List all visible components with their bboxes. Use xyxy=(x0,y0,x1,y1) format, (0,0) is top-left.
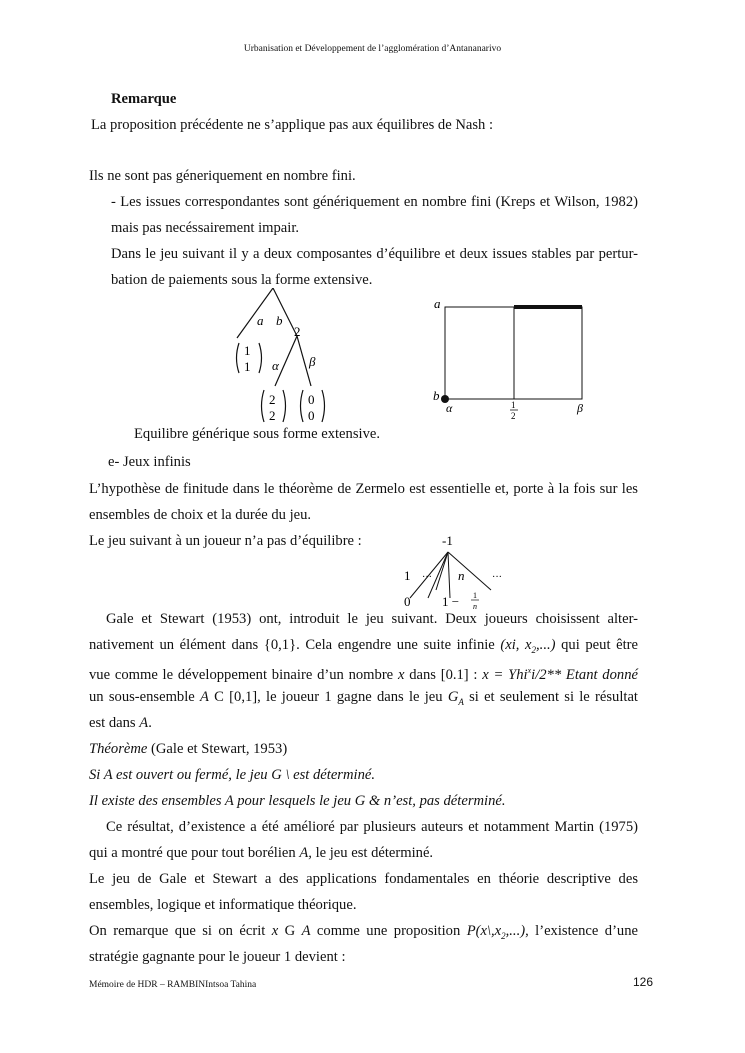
issues-line-2: mais pas necéssairement impair. xyxy=(111,220,300,236)
gale-line-4: un sous-ensemble A C [0,1], le joueur 1 gagne dans le jeu $G_A$ si et seulement si le résultat xyxy=(89,689,638,707)
square-half-num: 1 xyxy=(511,400,516,410)
game-frac-num: 1 xyxy=(473,591,477,600)
no-equilibrium-line: Le jeu suivant à un joueur n’a pas d’équilibre : xyxy=(89,533,362,549)
tree-label-b: b xyxy=(276,313,283,328)
game-line-1: Dans le jeu suivant il y a deux composantes d’équilibre et deux issues stables par pertur- xyxy=(111,246,638,262)
payoff-3-bottom: 0 xyxy=(308,408,315,423)
remark-proposition-line-1: On remarque que si on écrit x G A comme une proposition $P(x\backslash,x_2,...)$, l’existence d’une xyxy=(89,923,639,941)
gale-line-1: Gale et Stewart (1953) ont, introduit le jeu suivant. Deux joueurs choisissent alter- xyxy=(106,611,638,627)
not-finite-line: Ils ne sont pas géneriquement en nombre fini. xyxy=(89,168,356,184)
game-value-1-minus: 1 − xyxy=(442,594,460,609)
theorem-line-2: Il existe des ensembles A pour lesquels le jeu G & n’est, pas déterminé. xyxy=(89,793,506,809)
payoff-1-top: 1 xyxy=(244,343,251,358)
theorem-heading: Théorème (Gale et Stewart, 1953) xyxy=(89,741,288,757)
figure-caption: Equilibre générique sous forme extensive. xyxy=(134,426,380,442)
payoff-1-bottom: 1 xyxy=(244,359,251,374)
remark-proposition-line-2: stratégie gagnante pour le joueur 1 devient : xyxy=(89,949,346,965)
square-half-den: 2 xyxy=(511,411,516,421)
applications-line-1: Le jeu de Gale et Stewart a des applications fondamentales en théorie descriptive des xyxy=(89,871,638,887)
remark-title: Remarque xyxy=(111,91,177,107)
payoff-3-top: 0 xyxy=(308,392,315,407)
issues-line-1: - Les issues correspondantes sont génériquement en nombre fini (Kreps et Wilson, 1982) xyxy=(111,194,638,210)
extensive-form-tree xyxy=(225,288,345,428)
gale-line-5: est dans A. xyxy=(89,715,152,731)
game-frac-den: n xyxy=(473,602,477,611)
footer-author: Mémoire de HDR – RAMBINIntsoa Tahina xyxy=(89,980,257,990)
finitude-line-1: L’hypothèse de finitude dans le théorème de Zermelo est essentielle et, porte à la fois sur les xyxy=(89,481,638,497)
section-e-heading: e- Jeux infinis xyxy=(108,454,191,470)
martin-line-1: Ce résultat, d’existence a été amélioré par plusieurs auteurs et notamment Martin (1975) xyxy=(106,819,638,835)
square-label-a: a xyxy=(434,296,441,311)
tree-node-2: 2 xyxy=(294,324,301,339)
finitude-line-2: ensembles de choix et la durée du jeu. xyxy=(89,507,312,523)
one-player-game-tree xyxy=(396,530,526,612)
gale-line-3: vue comme le développement binaire d’un nombre x dans [0.1] : x = Yhi$^x$i/2** Etant donné xyxy=(89,666,638,683)
applications-line-2: ensembles, logique et informatique théorique. xyxy=(89,897,357,913)
square-label-beta: β xyxy=(577,401,583,415)
remark-line: La proposition précédente ne s’applique pas aux équilibres de Nash : xyxy=(91,117,494,133)
game-line-2: bation de paiements sous la forme extensive. xyxy=(111,272,373,288)
game-dots-1: ··· xyxy=(422,572,432,583)
game-dots-2: ··· xyxy=(492,572,502,583)
square-label-b: b xyxy=(433,388,440,403)
square-label-alpha: α xyxy=(446,401,453,415)
game-label-n: n xyxy=(458,568,465,583)
game-label-1: 1 xyxy=(404,568,411,583)
tree-label-alpha: α xyxy=(272,358,279,373)
theorem-line-1: Si A est ouvert ou fermé, le jeu G \ est déterminé. xyxy=(89,767,376,783)
tree-label-beta: β xyxy=(309,354,316,369)
game-value-0: 0 xyxy=(404,594,411,609)
gale-line-2: nativement un élément dans {0,1}. Cela engendre une suite infinie (xi, $x_2$,...) qui peut être xyxy=(89,637,638,655)
game-top-value: -1 xyxy=(442,533,453,548)
payoff-2-top: 2 xyxy=(269,392,276,407)
martin-line-2: qui a montré que pour tout borélien A, le jeu est déterminé. xyxy=(89,845,434,861)
payoff-2-bottom: 2 xyxy=(269,408,276,423)
tree-label-a: a xyxy=(257,313,264,328)
page-number: 126 xyxy=(633,975,654,989)
running-header: Urbanisation et Développement de l’agglomération d’Antananarivo xyxy=(243,44,502,54)
equilibrium-square xyxy=(428,293,598,423)
